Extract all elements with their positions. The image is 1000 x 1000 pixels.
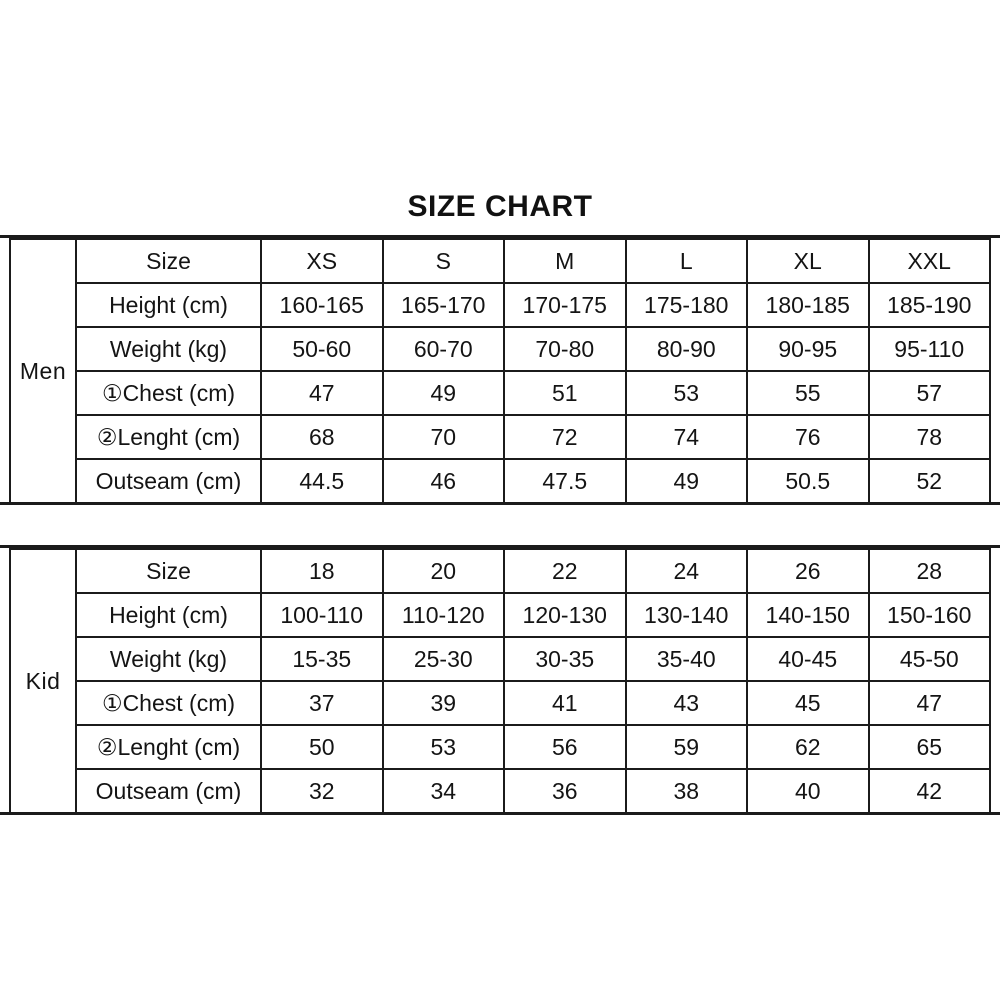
cell-value: 55 [747, 371, 869, 415]
row-label: Height (cm) [76, 283, 261, 327]
cell-value: 41 [504, 681, 626, 725]
cell-value: 38 [626, 769, 748, 813]
cell-value: 53 [383, 725, 505, 769]
cell-value: 165-170 [383, 283, 505, 327]
cell-value: 95-110 [869, 327, 991, 371]
row-label: Weight (kg) [76, 637, 261, 681]
men-size-table [0, 235, 1000, 505]
cell-value: 70-80 [504, 327, 626, 371]
cell-value: 49 [383, 371, 505, 415]
table-row [10, 725, 990, 769]
cell-value: 40 [747, 769, 869, 813]
row-label: Outseam (cm) [76, 459, 261, 503]
group-label-men: Men [10, 239, 76, 503]
cell-value: 43 [626, 681, 748, 725]
cell-value: 37 [261, 681, 383, 725]
cell-value: 49 [626, 459, 748, 503]
column-header: XXL [869, 239, 991, 283]
cell-value: 150-160 [869, 593, 991, 637]
column-header: Size [76, 549, 261, 593]
cell-value: 44.5 [261, 459, 383, 503]
cell-value: 180-185 [747, 283, 869, 327]
kid-header-row [10, 549, 990, 593]
cell-value: 160-165 [261, 283, 383, 327]
cell-value: 45 [747, 681, 869, 725]
cell-value: 74 [626, 415, 748, 459]
table-row [10, 327, 990, 371]
row-label: Height (cm) [76, 593, 261, 637]
cell-value: 90-95 [747, 327, 869, 371]
row-label: ②Lenght (cm) [76, 415, 261, 459]
cell-value: 130-140 [626, 593, 748, 637]
cell-value: 15-35 [261, 637, 383, 681]
column-header: M [504, 239, 626, 283]
cell-value: 65 [869, 725, 991, 769]
cell-value: 39 [383, 681, 505, 725]
row-label: ②Lenght (cm) [76, 725, 261, 769]
column-header: 26 [747, 549, 869, 593]
table-row [10, 769, 990, 813]
kid-size-table [0, 545, 1000, 815]
cell-value: 59 [626, 725, 748, 769]
table-row [10, 283, 990, 327]
cell-value: 52 [869, 459, 991, 503]
cell-value: 68 [261, 415, 383, 459]
cell-value: 47.5 [504, 459, 626, 503]
cell-value: 45-50 [869, 637, 991, 681]
table-row [10, 593, 990, 637]
table-row [10, 415, 990, 459]
cell-value: 170-175 [504, 283, 626, 327]
cell-value: 140-150 [747, 593, 869, 637]
cell-value: 50 [261, 725, 383, 769]
cell-value: 30-35 [504, 637, 626, 681]
column-header: 22 [504, 549, 626, 593]
cell-value: 175-180 [626, 283, 748, 327]
cell-value: 36 [504, 769, 626, 813]
row-label: ①Chest (cm) [76, 681, 261, 725]
table-row [10, 459, 990, 503]
cell-value: 53 [626, 371, 748, 415]
column-header: S [383, 239, 505, 283]
cell-value: 110-120 [383, 593, 505, 637]
cell-value: 72 [504, 415, 626, 459]
column-header: 24 [626, 549, 748, 593]
cell-value: 60-70 [383, 327, 505, 371]
cell-value: 46 [383, 459, 505, 503]
cell-value: 100-110 [261, 593, 383, 637]
cell-value: 50.5 [747, 459, 869, 503]
row-label: Outseam (cm) [76, 769, 261, 813]
cell-value: 57 [869, 371, 991, 415]
row-label: Weight (kg) [76, 327, 261, 371]
cell-value: 47 [261, 371, 383, 415]
column-header: 20 [383, 549, 505, 593]
table-row [10, 681, 990, 725]
column-header: Size [76, 239, 261, 283]
cell-value: 76 [747, 415, 869, 459]
table-row [10, 637, 990, 681]
column-header: L [626, 239, 748, 283]
men-size-table-grid [9, 238, 991, 504]
page-title: SIZE CHART [407, 190, 593, 223]
cell-value: 70 [383, 415, 505, 459]
cell-value: 42 [869, 769, 991, 813]
column-header: 28 [869, 549, 991, 593]
cell-value: 78 [869, 415, 991, 459]
column-header: XL [747, 239, 869, 283]
cell-value: 50-60 [261, 327, 383, 371]
cell-value: 185-190 [869, 283, 991, 327]
cell-value: 32 [261, 769, 383, 813]
cell-value: 56 [504, 725, 626, 769]
cell-value: 40-45 [747, 637, 869, 681]
cell-value: 47 [869, 681, 991, 725]
cell-value: 51 [504, 371, 626, 415]
cell-value: 34 [383, 769, 505, 813]
cell-value: 120-130 [504, 593, 626, 637]
group-label-kid: Kid [10, 549, 76, 813]
men-header-row [10, 239, 990, 283]
row-label: ①Chest (cm) [76, 371, 261, 415]
column-header: 18 [261, 549, 383, 593]
column-header: XS [261, 239, 383, 283]
cell-value: 35-40 [626, 637, 748, 681]
cell-value: 25-30 [383, 637, 505, 681]
kid-size-table-grid [9, 548, 991, 814]
cell-value: 80-90 [626, 327, 748, 371]
cell-value: 62 [747, 725, 869, 769]
table-row [10, 371, 990, 415]
